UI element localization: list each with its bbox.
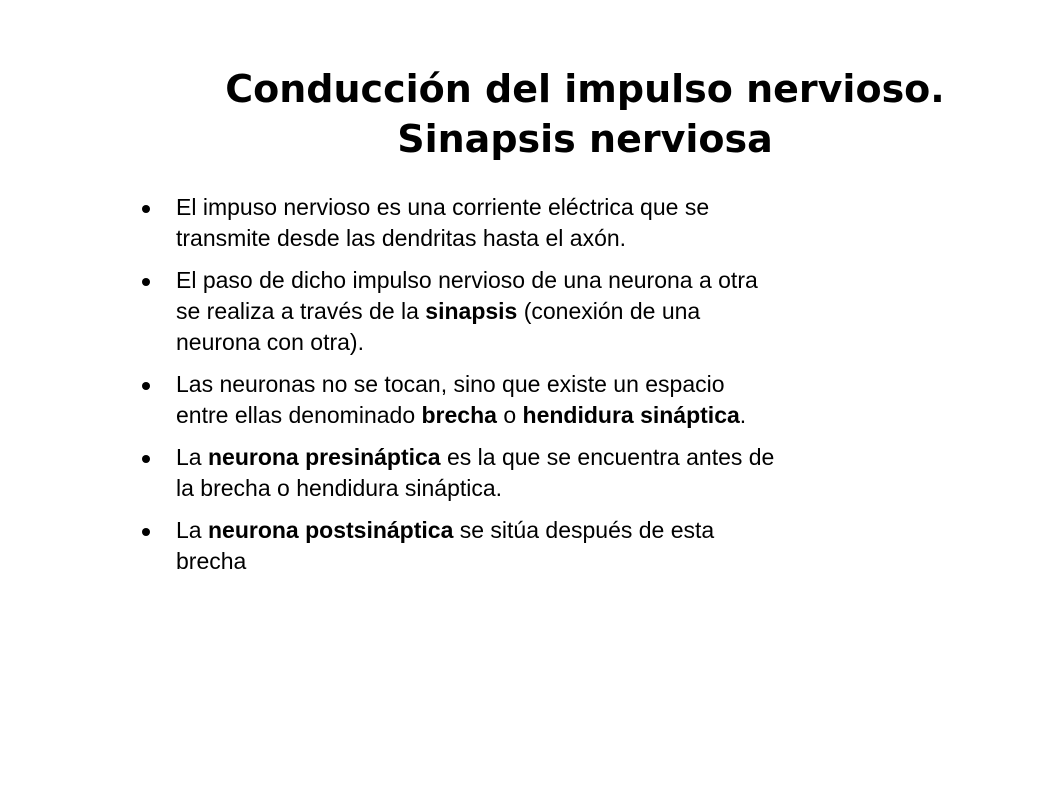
bullet-line: transmite desde las dendritas hasta el axón. <box>176 225 627 251</box>
bold-term: brecha <box>421 402 497 428</box>
bullet-text <box>176 442 1022 504</box>
bullet-line-part: es la que se encuentra antes de <box>440 444 775 470</box>
bullet-text <box>176 515 1022 577</box>
bullet-line: la brecha o hendidura sináptica. <box>176 475 503 501</box>
bullet-item-4 <box>142 442 1022 504</box>
bullet-item-1 <box>142 192 1022 254</box>
bullet-line-part: La <box>176 517 208 543</box>
bullet-dot-icon <box>142 205 150 213</box>
bullet-line: neurona con otra). <box>176 329 364 355</box>
bullet-line: El impuso nervioso es una corriente eléctrica que se <box>176 194 710 220</box>
bullet-list <box>142 192 1022 588</box>
bullet-line: brecha <box>176 548 247 574</box>
bullet-item-5 <box>142 515 1022 577</box>
title-line-2: Sinapsis nerviosa <box>397 117 773 161</box>
bullet-line-part: entre ellas denominado <box>176 402 422 428</box>
bullet-line-part: se realiza a través de la <box>176 298 426 324</box>
bold-term: hendidura sináptica <box>522 402 740 428</box>
bold-term: neurona postsináptica <box>207 517 454 543</box>
bold-term: sinapsis <box>425 298 518 324</box>
bullet-text <box>176 369 1022 431</box>
bullet-dot-icon <box>142 278 150 286</box>
bullet-line-part: La <box>176 444 208 470</box>
bullet-item-3 <box>142 369 1022 431</box>
title-line-1: Conducción del impulso nervioso. <box>225 67 945 111</box>
bullet-line-part: se sitúa después de esta <box>453 517 715 543</box>
bullet-dot-icon <box>142 382 150 390</box>
bullet-line: El paso de dicho impulso nervioso de una neurona a otra <box>176 267 758 293</box>
bullet-line-part: (conexión de una <box>517 298 701 324</box>
bullet-dot-icon <box>142 455 150 463</box>
bullet-text <box>176 265 1022 358</box>
bullet-line-part: o <box>496 402 523 428</box>
bullet-text <box>176 192 1022 254</box>
slide-title <box>100 64 1058 164</box>
bullet-item-2 <box>142 265 1022 358</box>
bullet-line: Las neuronas no se tocan, sino que existe un espacio <box>176 371 725 397</box>
bullet-line-part: . <box>739 402 747 428</box>
bullet-dot-icon <box>142 528 150 536</box>
bold-term: neurona presináptica <box>207 444 441 470</box>
